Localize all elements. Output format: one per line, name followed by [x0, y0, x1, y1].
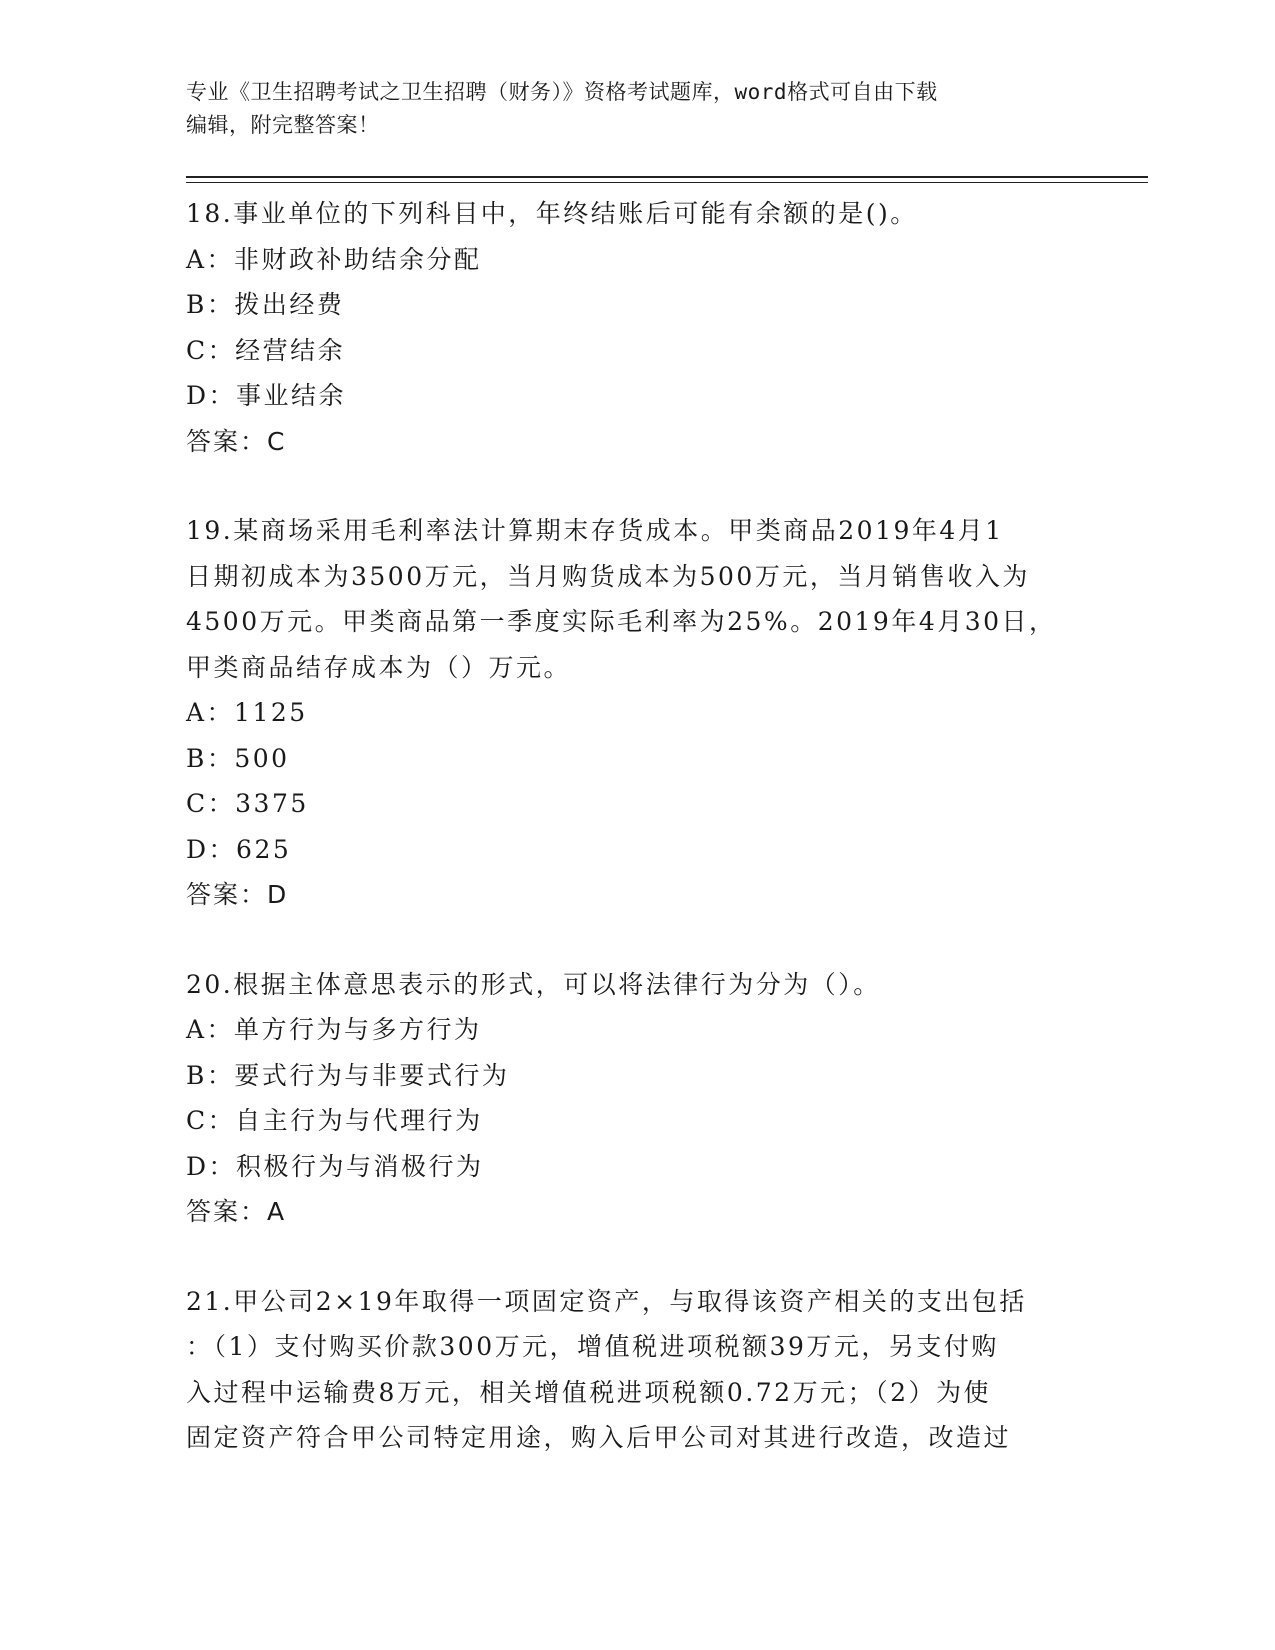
question-stem: 18.事业单位的下列科目中，年终结账后可能有余额的是()。: [186, 199, 918, 228]
header-line-2: 编辑，附完整答案！: [186, 113, 380, 137]
question-stem-line-1: 21.甲公司2×19年取得一项固定资产，与取得该资产相关的支出包括: [186, 1286, 1027, 1316]
question-stem: 20.根据主体意思表示的形式，可以将法律行为分为（）。: [186, 969, 881, 999]
question-stem-line-2: ：（1）支付购买价款300万元，增值税进项税额39万元，另支付购: [186, 1332, 999, 1361]
option-c: C：自主行为与代理行为: [186, 1106, 483, 1135]
answer-label: 答案：A: [186, 1197, 287, 1226]
option-c: C：3375: [186, 789, 309, 818]
option-c: C：经营结余: [186, 335, 346, 365]
option-b: B：500: [186, 743, 290, 773]
question-stem-line-1: 19.某商场采用毛利率法计算期末存货成本。甲类商品2019年4月1: [186, 516, 1004, 545]
option-a: A：非财政补助结余分配: [186, 244, 482, 274]
question-20: [186, 962, 1086, 1235]
question-stem-line-3: 4500万元。甲类商品第一季度实际毛利率为25%。2019年4月30日，: [186, 607, 1057, 636]
option-b: B：要式行为与非要式行为: [186, 1060, 510, 1090]
answer-label: 答案：C: [186, 426, 287, 456]
question-stem-line-4: 固定资产符合甲公司特定用途，购入后甲公司对其进行改造，改造过: [186, 1423, 1012, 1452]
document-header: [186, 76, 1086, 142]
option-b: B：拨出经费: [186, 290, 345, 319]
header-divider-thin: [186, 182, 1148, 183]
question-stem-line-4: 甲类商品结存成本为（）万元。: [186, 652, 572, 682]
option-d: D：积极行为与消极行为: [186, 1151, 484, 1181]
option-d: D：事业结余: [186, 381, 347, 410]
question-21: [186, 1279, 1086, 1461]
question-19: [186, 508, 1086, 918]
header-divider-thick: [186, 176, 1148, 178]
answer-label: 答案：D: [186, 880, 289, 909]
option-d: D：625: [186, 834, 292, 864]
header-line-1: 专业《卫生招聘考试之卫生招聘（财务）》资格考试题库，word格式可自由下载: [186, 80, 938, 104]
option-a: A：单方行为与多方行为: [186, 1015, 482, 1044]
question-list: [186, 191, 1086, 1505]
question-stem-line-2: 日期初成本为3500万元，当月购货成本为500万元，当月销售收入为: [186, 561, 1030, 591]
question-18: [186, 191, 1086, 464]
option-a: A：1125: [186, 698, 308, 727]
question-stem-line-3: 入过程中运输费8万元，相关增值税进项税额0.72万元；（2）为使: [186, 1377, 991, 1407]
